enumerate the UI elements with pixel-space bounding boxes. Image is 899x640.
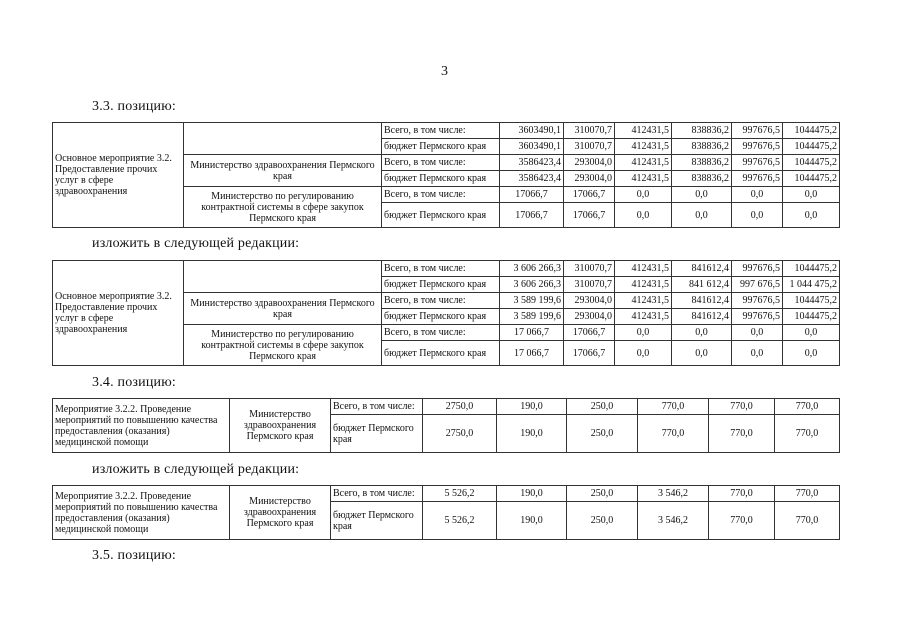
value-cell: 293004,0 [564,155,615,171]
value-cell: 190,0 [497,502,567,540]
value-cell: 0,0 [615,325,672,341]
table-position-3-3-new [52,260,840,366]
value-cell: 17066,7 [564,341,615,366]
executor-cell: Министерство здравоохранения Пермского края [184,155,382,187]
row-label: бюджет Пермского края [382,203,500,228]
value-cell: 17066,7 [500,187,564,203]
value-cell: 3603490,1 [500,139,564,155]
executor-cell: Министерство по регулированию контрактной системы в сфере закупок Пермского края [184,187,382,228]
value-cell: 5 526,2 [423,502,497,540]
value-cell: 997 676,5 [732,277,783,293]
value-cell: 412431,5 [615,261,672,277]
value-cell: 17 066,7 [500,341,564,366]
value-cell: 997676,5 [732,171,783,187]
executor-cell: Министерство здравоохранения Пермского края [230,486,331,540]
value-cell: 838836,2 [672,139,732,155]
value-cell: 770,0 [709,486,775,502]
row-label: Всего, в том числе: [382,325,500,341]
value-cell: 997676,5 [732,261,783,277]
value-cell: 770,0 [638,399,709,415]
value-cell: 3603490,1 [500,123,564,139]
value-cell: 1044475,2 [783,123,840,139]
value-cell: 5 526,2 [423,486,497,502]
value-cell: 3 606 266,3 [500,261,564,277]
replace-heading-2: изложить в следующей редакции: [92,462,300,477]
value-cell: 190,0 [497,415,567,453]
section-3-5-heading: 3.5. позицию: [92,548,176,563]
value-cell: 770,0 [638,415,709,453]
row-label: Всего, в том числе: [382,155,500,171]
value-cell: 3 589 199,6 [500,309,564,325]
value-cell: 770,0 [709,502,775,540]
value-cell: 412431,5 [615,171,672,187]
value-cell: 838836,2 [672,171,732,187]
value-cell: 412431,5 [615,155,672,171]
row-label: бюджет Пермского края [382,341,500,366]
value-cell: 0,0 [732,203,783,228]
event-name-cell: Мероприятие 3.2.2. Проведение мероприятий по повышению качества предоставления (оказания) медицинской помощи [53,399,230,453]
table-position-3-4-old [52,398,840,453]
value-cell: 0,0 [672,341,732,366]
value-cell: 0,0 [615,203,672,228]
value-cell: 412431,5 [615,123,672,139]
row-label: бюджет Пермского края [382,171,500,187]
value-cell: 293004,0 [564,293,615,309]
empty-executor-cell [184,261,382,293]
value-cell: 293004,0 [564,309,615,325]
value-cell: 841612,4 [672,293,732,309]
value-cell: 3 606 266,3 [500,277,564,293]
value-cell: 250,0 [567,415,638,453]
table-position-3-4-new [52,485,840,540]
value-cell: 3586423,4 [500,171,564,187]
value-cell: 250,0 [567,486,638,502]
value-cell: 997676,5 [732,139,783,155]
replace-heading-1: изложить в следующей редакции: [92,236,300,251]
value-cell: 310070,7 [564,139,615,155]
value-cell: 3 589 199,6 [500,293,564,309]
value-cell: 3586423,4 [500,155,564,171]
value-cell: 0,0 [672,187,732,203]
value-cell: 997676,5 [732,309,783,325]
value-cell: 412431,5 [615,293,672,309]
value-cell: 2750,0 [423,399,497,415]
value-cell: 0,0 [672,325,732,341]
row-label: бюджет Пермского края [382,277,500,293]
value-cell: 310070,7 [564,123,615,139]
value-cell: 0,0 [783,203,840,228]
value-cell: 841 612,4 [672,277,732,293]
value-cell: 17066,7 [564,203,615,228]
executor-cell: Министерство здравоохранения Пермского края [230,399,331,453]
executor-cell: Министерство здравоохранения Пермского края [184,293,382,325]
value-cell: 841612,4 [672,261,732,277]
section-3-4-heading: 3.4. позицию: [92,375,176,390]
row-label: бюджет Пермского края [382,139,500,155]
value-cell: 0,0 [732,187,783,203]
event-name-cell: Мероприятие 3.2.2. Проведение мероприятий по повышению качества предоставления (оказания) медицинской помощи [53,486,230,540]
value-cell: 412431,5 [615,277,672,293]
value-cell: 0,0 [732,341,783,366]
value-cell: 1044475,2 [783,155,840,171]
row-label: Всего, в том числе: [331,399,423,415]
value-cell: 17066,7 [500,203,564,228]
value-cell: 1044475,2 [783,309,840,325]
value-cell: 0,0 [672,203,732,228]
value-cell: 2750,0 [423,415,497,453]
row-label: Всего, в том числе: [331,486,423,502]
value-cell: 293004,0 [564,171,615,187]
value-cell: 250,0 [567,399,638,415]
executor-cell: Министерство по регулированию контрактной системы в сфере закупок Пермского края [184,325,382,366]
value-cell: 770,0 [775,415,840,453]
value-cell: 1044475,2 [783,139,840,155]
value-cell: 190,0 [497,486,567,502]
value-cell: 1 044 475,2 [783,277,840,293]
value-cell: 838836,2 [672,155,732,171]
value-cell: 770,0 [709,415,775,453]
value-cell: 1044475,2 [783,261,840,277]
row-label: Всего, в том числе: [382,261,500,277]
table-position-3-3-old [52,122,840,228]
value-cell: 17 066,7 [500,325,564,341]
value-cell: 250,0 [567,502,638,540]
value-cell: 0,0 [732,325,783,341]
empty-executor-cell [184,123,382,155]
value-cell: 310070,7 [564,261,615,277]
value-cell: 412431,5 [615,139,672,155]
value-cell: 770,0 [709,399,775,415]
value-cell: 17066,7 [564,187,615,203]
row-label: Всего, в том числе: [382,187,500,203]
section-3-3-heading: 3.3. позицию: [92,99,176,114]
program-name-cell: Основное мероприятие 3.2. Предоставление прочих услуг в сфере здравоохранения [53,261,184,366]
value-cell: 0,0 [783,187,840,203]
value-cell: 838836,2 [672,123,732,139]
value-cell: 1044475,2 [783,293,840,309]
row-label: Всего, в том числе: [382,293,500,309]
value-cell: 0,0 [615,187,672,203]
value-cell: 997676,5 [732,155,783,171]
value-cell: 997676,5 [732,123,783,139]
page-number: 3 [441,64,448,79]
value-cell: 190,0 [497,399,567,415]
row-label: бюджет Пермского края [382,309,500,325]
value-cell: 770,0 [775,399,840,415]
value-cell: 3 546,2 [638,486,709,502]
row-label: бюджет Пермского края [331,415,423,453]
value-cell: 412431,5 [615,309,672,325]
program-name-cell: Основное мероприятие 3.2. Предоставление прочих услуг в сфере здравоохранения [53,123,184,228]
value-cell: 841612,4 [672,309,732,325]
row-label: бюджет Пермского края [331,502,423,540]
value-cell: 1044475,2 [783,171,840,187]
value-cell: 0,0 [615,341,672,366]
value-cell: 770,0 [775,502,840,540]
value-cell: 17066,7 [564,325,615,341]
value-cell: 0,0 [783,341,840,366]
value-cell: 0,0 [783,325,840,341]
row-label: Всего, в том числе: [382,123,500,139]
value-cell: 3 546,2 [638,502,709,540]
value-cell: 310070,7 [564,277,615,293]
value-cell: 997676,5 [732,293,783,309]
value-cell: 770,0 [775,486,840,502]
